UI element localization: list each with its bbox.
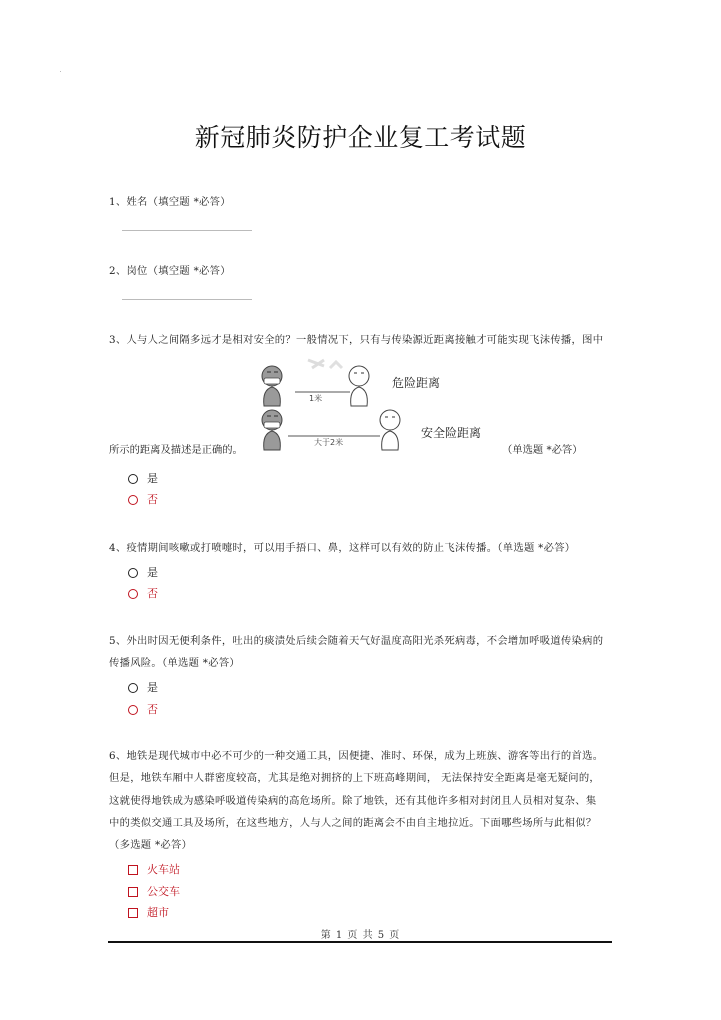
question-3-option-no[interactable]: [128, 491, 158, 509]
people-distance-illustration: [250, 352, 500, 460]
radio-icon[interactable]: [128, 568, 138, 578]
question-6-text-line4: 中的类似交通工具及场所，在这些地方，人与人之间的距离会不由自主地拉近。下面哪些场所与此相似？: [109, 817, 597, 829]
question-5-text-line1: 5、外出时因无便利条件，吐出的痰渍处后续会随着天气好温度高阳光杀死病毒，不会增加呼吸道传染病的: [109, 635, 604, 647]
option-label: 公交车: [147, 885, 180, 898]
question-6-text-line3: 这就使得地铁成为感染呼吸道传染病的高危场所。除了地铁，还有其他许多相对封闭且人员相对复杂、集: [109, 795, 597, 807]
question-5-option-no[interactable]: [128, 701, 158, 719]
question-1-answer-line[interactable]: [122, 230, 252, 231]
danger-distance-label: 危险距离: [392, 376, 441, 390]
page-number: 第 1 页 共 5 页: [320, 930, 401, 941]
question-2-text: 2、岗位（填空题 *必答）: [109, 265, 231, 277]
question-6-option-bus[interactable]: [128, 883, 180, 901]
radio-icon[interactable]: [128, 705, 138, 715]
question-1-text: 1、姓名（填空题 *必答）: [109, 196, 231, 208]
question-4-option-no[interactable]: [128, 585, 158, 603]
option-label: 超市: [147, 906, 169, 919]
question-6-text-line5: （多选题 *必答）: [109, 839, 193, 851]
question-6-option-supermarket[interactable]: [128, 904, 169, 922]
option-label: 是: [147, 472, 158, 485]
question-6-text-line1: 6、地铁是现代城市中必不可少的一种交通工具，因便捷、准时、环保，成为上班族、游客等出行的首选。: [109, 750, 604, 762]
question-4-option-yes[interactable]: [128, 564, 158, 582]
radio-icon[interactable]: [128, 495, 138, 505]
question-4-text: 4、疫情期间咳嗽或打喷嚏时，可以用手捂口、鼻，这样可以有效的防止飞沫传播。（单选题 *必答）: [109, 542, 576, 554]
distance-1m-label: 1米: [309, 394, 323, 403]
question-3-text-line1: 3、人与人之间隔多远才是相对安全的？一般情况下，只有与传染源近距离接触才可能实现飞沫传播，图中: [109, 334, 604, 346]
question-6-text-line2: 但是，地铁车厢中人群密度较高，尤其是绝对拥挤的上下班高峰期间， 无法保持安全距离是毫无疑问的，: [109, 772, 601, 784]
checkbox-icon[interactable]: [128, 887, 138, 897]
distance-2m-label: 大于2米: [314, 438, 344, 447]
radio-icon[interactable]: [128, 589, 138, 599]
question-3-text-line2: 所示的距离及描述是正确的。: [109, 444, 243, 456]
option-label: 否: [147, 703, 158, 716]
radio-icon[interactable]: [128, 474, 138, 484]
option-label: 是: [147, 566, 158, 579]
checkbox-icon[interactable]: [128, 865, 138, 875]
option-label: 否: [147, 493, 158, 506]
option-label: 火车站: [147, 863, 180, 876]
question-2-answer-line[interactable]: [122, 299, 252, 300]
option-label: 否: [147, 587, 158, 600]
scan-dot: [60, 71, 61, 72]
question-3-type-label: （单选题 *必答）: [502, 444, 583, 456]
option-label: 是: [147, 681, 158, 694]
question-5-text-line2: 传播风险。（单选题 *必答）: [109, 657, 241, 669]
question-5-option-yes[interactable]: [128, 679, 158, 697]
footer-divider: [108, 941, 612, 943]
question-6-option-train-station[interactable]: [128, 861, 180, 879]
checkbox-icon[interactable]: [128, 908, 138, 918]
question-3-option-yes[interactable]: [128, 470, 158, 488]
page-title: 新冠肺炎防护企业复工考试题: [194, 123, 527, 152]
safe-distance-label: 安全险距离: [421, 426, 482, 440]
distance-figure: [250, 352, 500, 460]
radio-icon[interactable]: [128, 683, 138, 693]
